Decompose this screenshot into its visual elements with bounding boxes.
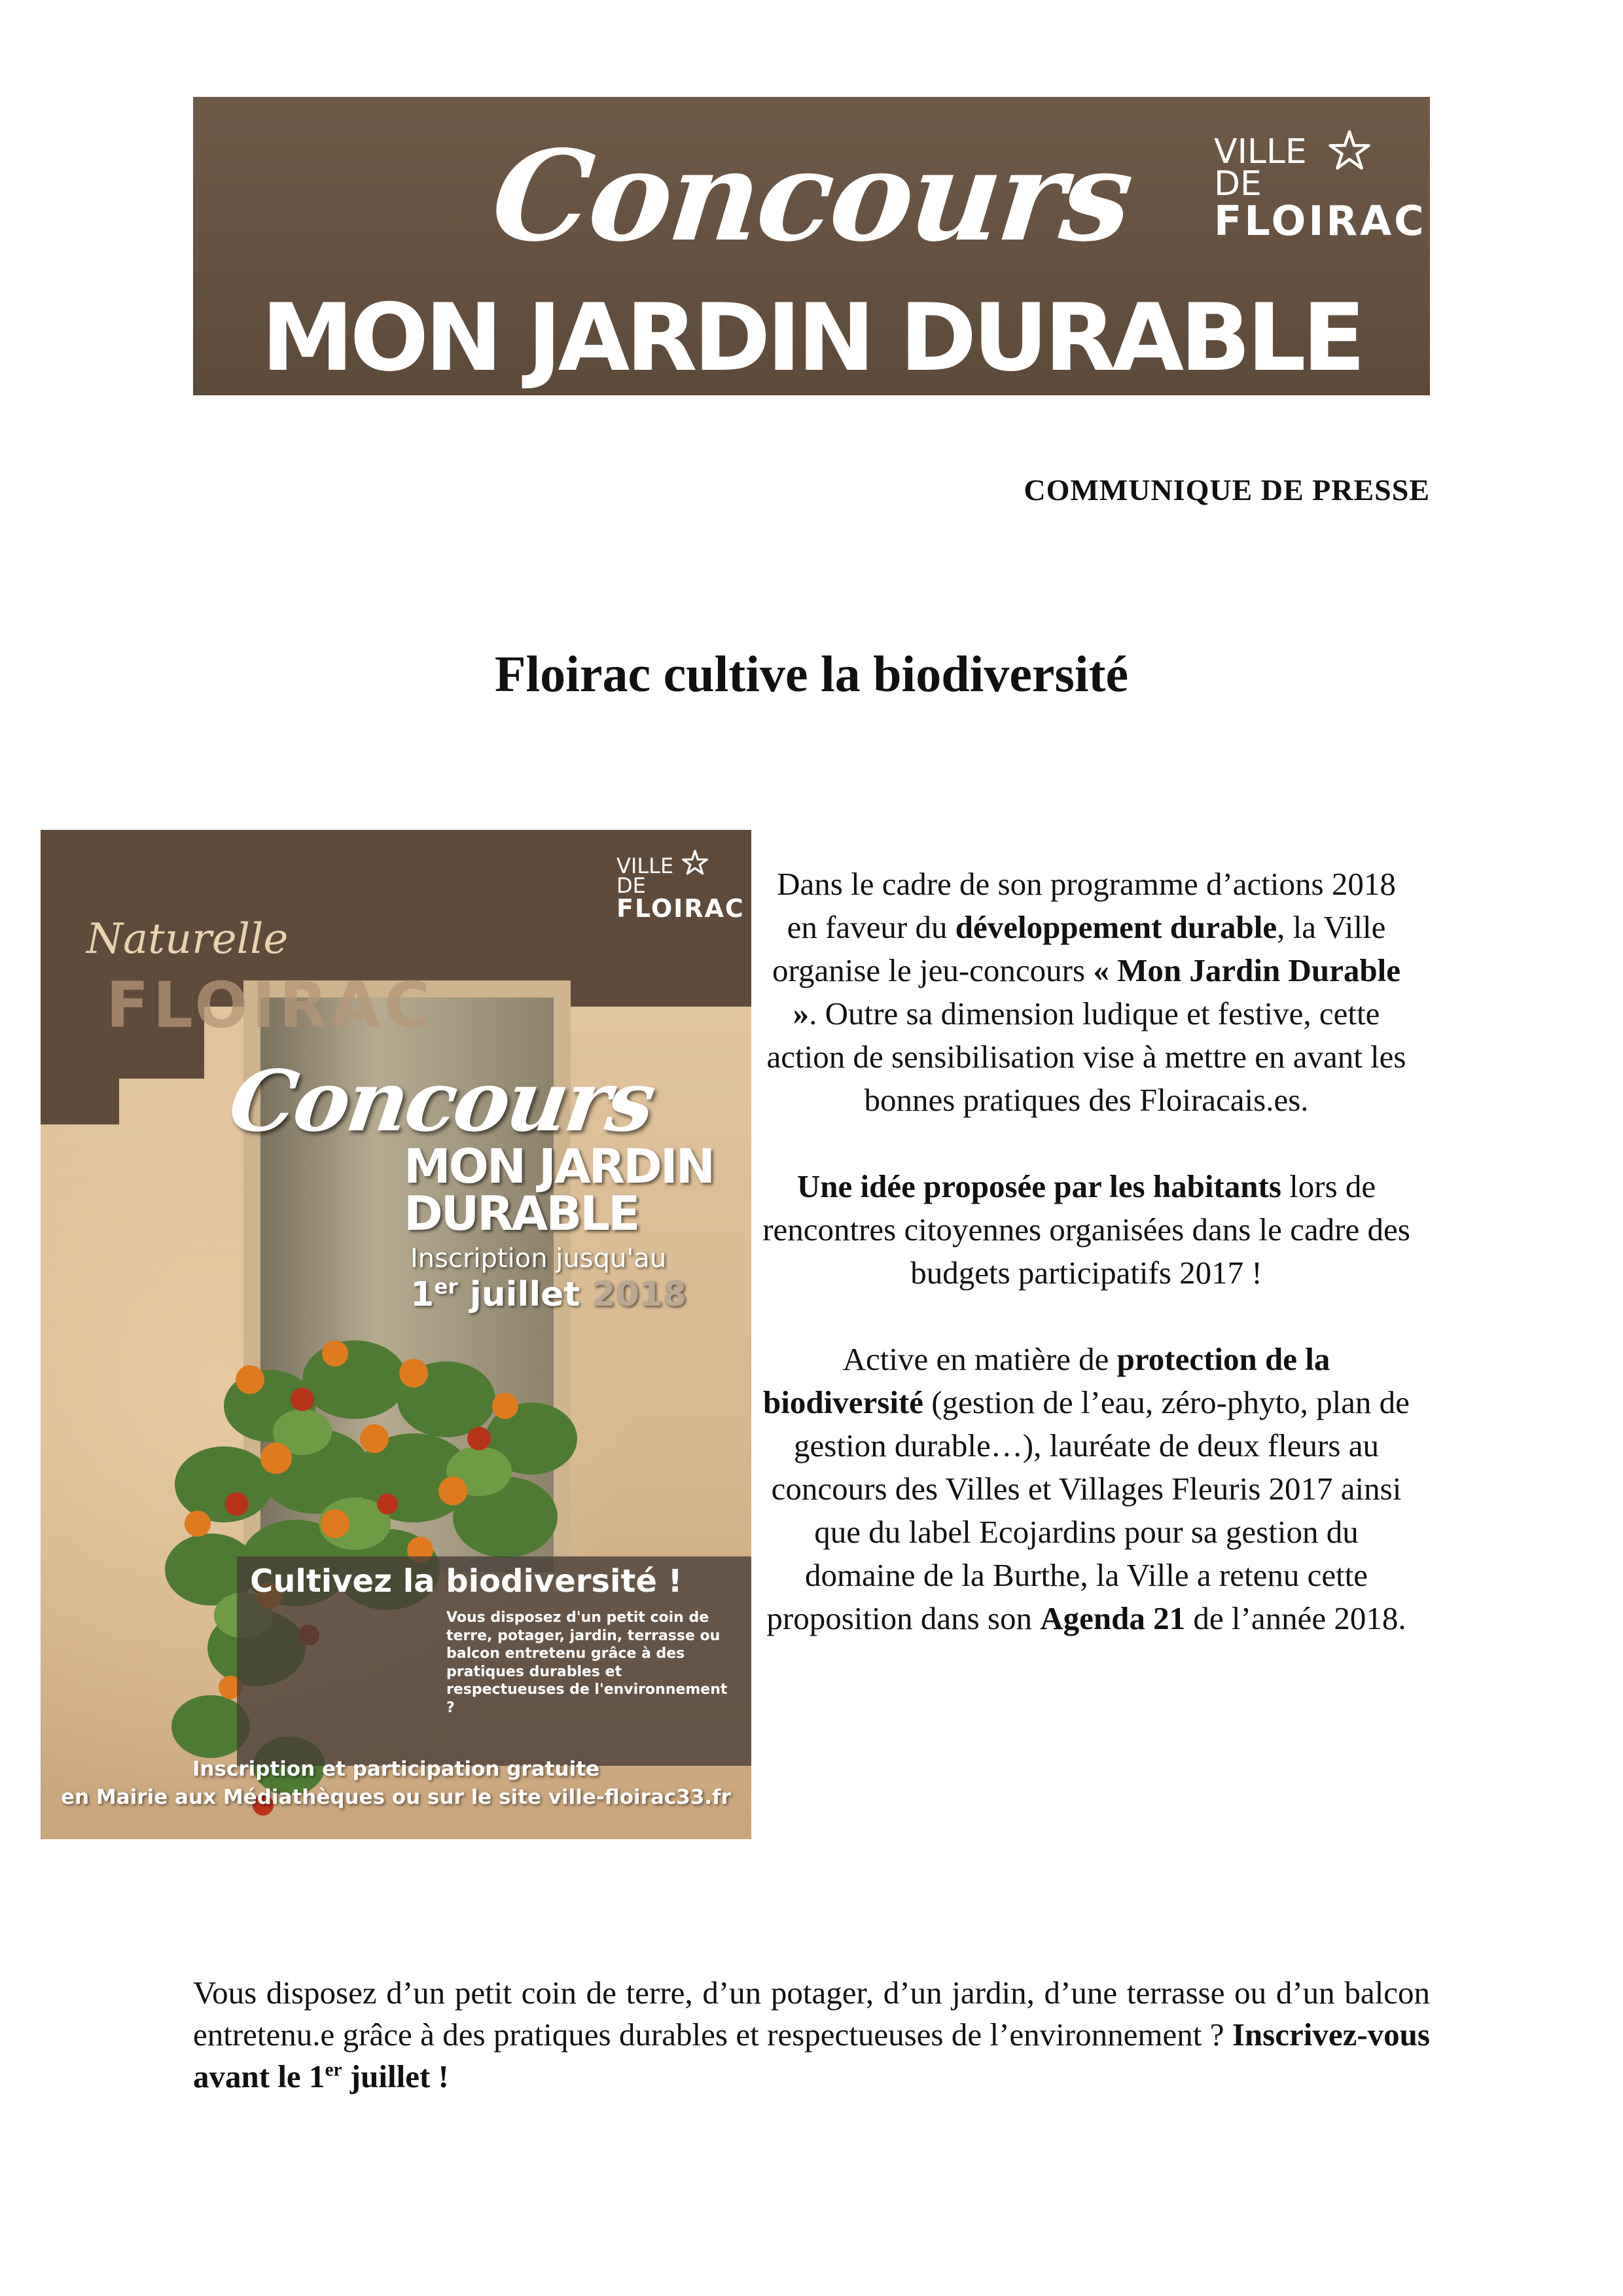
deadline-month: juillet xyxy=(457,1275,592,1314)
text-run: (gestion de l’eau, zéro-phyto, plan de gestion durable…), lauréate de deux fleurs au concours des Villes et Villages Fleuris 2017 ainsi que du label Ecojardins pour sa gestion du domaine de la Burthe, la Ville a retenu cette proposition dans son xyxy=(766,1384,1410,1636)
header-banner xyxy=(193,97,1430,395)
paragraph-call-to-action xyxy=(193,1972,1430,2098)
poster-footer xyxy=(41,1755,751,1812)
star-icon xyxy=(1329,130,1370,171)
contest-poster xyxy=(41,830,751,1839)
poster-floirac-word: FLOIRAC xyxy=(106,969,435,1042)
poster-stone-step xyxy=(41,1079,119,1124)
poster-naturelle: Naturelle xyxy=(86,915,289,963)
star-icon xyxy=(682,850,708,876)
poster-main-title xyxy=(404,1139,713,1241)
article-bottom xyxy=(193,1972,1430,2098)
poster-footer-line: en Mairie aux Médiathèques ou sur le site ville-floirac33.fr xyxy=(61,1785,731,1810)
text-run: Inscrivez-vous avant le 1 xyxy=(193,2017,1430,2094)
text-run: Active en matière de xyxy=(842,1341,1117,1377)
paragraph-intro xyxy=(759,863,1414,1122)
ville-de-floirac-logo xyxy=(1214,132,1427,245)
banner-concours-title: Concours xyxy=(486,123,1137,269)
text-run: de l’année 2018. xyxy=(1185,1600,1406,1636)
deadline-day: 1 xyxy=(410,1275,435,1314)
article-column xyxy=(759,863,1414,1683)
bold-run: « Mon Jardin Durable » xyxy=(793,952,1400,1031)
poster-deadline xyxy=(410,1275,687,1314)
logo-floirac: FLOIRAC xyxy=(1214,196,1427,245)
text-run: juillet ! xyxy=(342,2058,449,2094)
poster-logo xyxy=(616,853,745,923)
poster-cultivez-heading: Cultivez la biodiversité ! xyxy=(250,1563,683,1600)
text-run: Dans le cadre de son programme d’actions 2018 en faveur du xyxy=(777,866,1396,945)
logo-ville: VILLE xyxy=(1214,132,1307,171)
logo-ville: VILLE xyxy=(616,853,674,878)
paragraph-origin xyxy=(759,1165,1414,1295)
poster-question-text: Vous disposez d'un petit coin de terre, potager, jardin, terrasse ou balcon entretenu grâce à des pratiques durables et respectueuses de l'environnement ? xyxy=(446,1609,728,1716)
text-run: . Outre sa dimension ludique et festive, cette action de sensibilisation vise à mettre en avant les bonnes pratiques des Floiracais.es. xyxy=(766,996,1406,1118)
poster-title-line: MON JARDIN xyxy=(404,1139,713,1194)
poster-title-line: DURABLE xyxy=(404,1186,639,1241)
page-title: Floirac cultive la biodiversité xyxy=(494,645,1129,702)
paragraph-biodiversity xyxy=(759,1338,1414,1640)
logo-de: DE xyxy=(616,873,646,899)
logo-de: DE xyxy=(1214,164,1262,204)
poster-concours-title: Concours xyxy=(223,1052,659,1151)
deadline-day-suffix: er xyxy=(434,1275,458,1299)
text-run: lors de rencontres citoyennes organisées dans le cadre des budgets participatifs 2017 ! xyxy=(762,1168,1410,1291)
bold-run: Agenda 21 xyxy=(1040,1600,1186,1636)
banner-main-title: MON JARDIN DURABLE xyxy=(261,284,1362,392)
logo-floirac: FLOIRAC xyxy=(616,893,745,923)
superscript: er xyxy=(325,2059,342,2081)
bold-run: protection de la biodiversité xyxy=(763,1341,1330,1420)
poster-inscription-label: Inscription jusqu'au xyxy=(410,1244,667,1274)
text-run: Vous disposez d’un petit coin de terre, d’un potager, d’un jardin, d’une terrasse ou d’un balcon entretenu.e grâce à des pratiques durables et respectueuses de l’environnement ? xyxy=(193,1975,1430,2053)
bold-run: Une idée proposée par les habitants xyxy=(796,1168,1281,1204)
text-run: , la Ville organise le jeu-concours xyxy=(772,909,1386,988)
poster-footer-line: Inscription et participation gratuite xyxy=(192,1757,600,1781)
deadline-year: 2018 xyxy=(592,1275,687,1314)
bold-run: développement durable xyxy=(955,909,1277,945)
press-release-label: COMMUNIQUE DE PRESSE xyxy=(1024,473,1430,507)
